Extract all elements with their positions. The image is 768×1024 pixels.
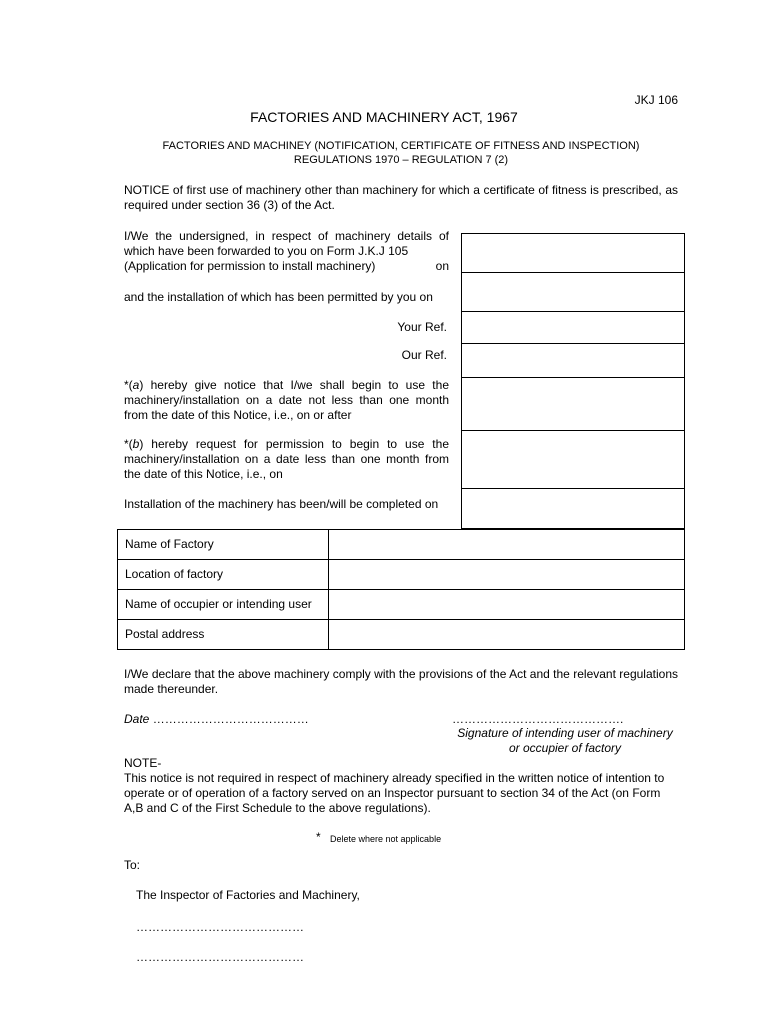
to-label: To: xyxy=(124,858,141,872)
your-ref-label: Your Ref. xyxy=(397,320,447,334)
table-row xyxy=(118,560,685,590)
notice-paragraph: NOTICE of first use of machinery other than machinery for which a certificate of fitness is prescribed, as required under section 36 (3) of the Act. xyxy=(124,183,678,212)
option-a-letter: a xyxy=(132,378,140,392)
option-a-marker: *( xyxy=(124,378,133,392)
factory-name-label: Name of Factory xyxy=(118,530,329,560)
option-b-body: ) hereby request for permission to begin to use the machinery/installation on a date less than one month from the date of this Notice, i.e., on xyxy=(124,437,449,481)
date-dots[interactable]: ………………………………… xyxy=(152,712,309,726)
signature-dots[interactable]: ……………………………………. xyxy=(452,712,624,726)
signature-label-line-1: Signature of intending user of machinery xyxy=(457,726,673,740)
address-line-1[interactable]: …………………………………… xyxy=(136,920,304,934)
occupier-name-field[interactable] xyxy=(329,590,685,620)
postal-address-field[interactable] xyxy=(329,620,685,650)
factory-location-label: Location of factory xyxy=(118,560,329,590)
your-ref-field[interactable] xyxy=(461,311,685,343)
our-ref-field[interactable] xyxy=(461,343,685,377)
date-line xyxy=(124,712,309,727)
completion-date-field[interactable] xyxy=(461,488,685,529)
note-heading: NOTE- xyxy=(124,756,162,770)
declaration-text: I/We declare that the above machinery comply with the provisions of the Act and the relevant regulations made thereunder. xyxy=(124,667,678,696)
our-ref-label: Our Ref. xyxy=(401,348,447,362)
option-a-date-field[interactable] xyxy=(461,377,685,430)
factory-name-field[interactable] xyxy=(329,530,685,560)
regulation-subtitle xyxy=(0,139,768,167)
permitted-text: and the installation of which has been permitted by you on xyxy=(124,290,433,304)
subtitle-line-2: REGULATIONS 1970 – REGULATION 7 (2) xyxy=(293,154,509,166)
factory-location-field[interactable] xyxy=(329,560,685,590)
option-b-text xyxy=(124,437,449,482)
form-code: JKJ 106 xyxy=(634,93,678,107)
subtitle-line-1: FACTORIES AND MACHINEY (NOTIFICATION, CERTIFICATE OF FITNESS AND INSPECTION) xyxy=(162,140,640,152)
permitted-date-field[interactable] xyxy=(461,272,685,311)
undersigned-on: on xyxy=(435,259,449,273)
table-row xyxy=(118,620,685,650)
option-a-text xyxy=(124,378,449,423)
undersigned-line-1: I/We the undersigned, in respect of machinery details of which have been forwarded to you on Form J.K.J 105 xyxy=(124,229,449,258)
undersigned-line-2: (Application for permission to install machinery) xyxy=(124,259,376,273)
completed-text: Installation of the machinery has been/will be completed on xyxy=(124,497,439,511)
option-a-body: ) hereby give notice that I/we shall begin to use the machinery/installation on a date not less than one month from the date of this Notice, i.e., on or after xyxy=(124,378,449,422)
footnote-star: * xyxy=(316,830,321,844)
signature-label-line-2: or occupier of factory xyxy=(508,741,622,755)
address-line-2[interactable]: …………………………………… xyxy=(136,950,304,964)
date-label: Date xyxy=(124,712,150,726)
signature-label xyxy=(440,726,690,756)
option-b-letter: b xyxy=(132,437,140,451)
factory-details-table xyxy=(117,529,685,650)
undersigned-text xyxy=(124,229,449,274)
option-b-date-field[interactable] xyxy=(461,430,685,488)
page-title: FACTORIES AND MACHINERY ACT, 1967 xyxy=(250,109,518,125)
option-b-marker: *( xyxy=(124,437,133,451)
table-row xyxy=(118,590,685,620)
note-section xyxy=(124,756,680,816)
postal-address-label: Postal address xyxy=(118,620,329,650)
inspector-address: The Inspector of Factories and Machinery, xyxy=(136,888,360,902)
occupier-name-label: Name of occupier or intending user xyxy=(118,590,329,620)
form-105-date-field[interactable] xyxy=(461,233,685,272)
table-row xyxy=(118,530,685,560)
footnote-delete: Delete where not applicable xyxy=(330,834,442,844)
note-text: This notice is not required in respect of machinery already specified in the written notice of intention to operate or of operation of a factory served on an Inspector pursuant to section 34 of the Act (on Form A,B and C of the First Schedule to the above regulations). xyxy=(124,771,665,815)
